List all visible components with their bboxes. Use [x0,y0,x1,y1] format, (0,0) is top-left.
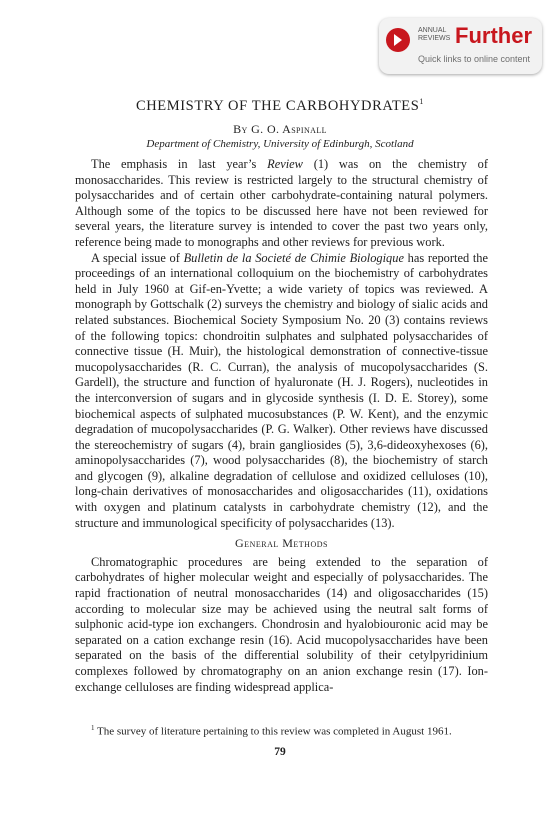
badge-subtitle: Quick links to online content [418,54,531,64]
footnote-mark: 1 [91,724,95,732]
title-footnote-mark: 1 [419,97,425,106]
paragraph-1-text-a: The emphasis in last year’s [91,157,268,171]
article-body [75,157,488,695]
arrow-icon [386,28,410,52]
article-title [0,93,560,115]
paragraph-3: Chromatographic procedures are being extended to the separation of carbohydrates of higher molecular weight and especially of polysaccharides. The rapid fractionation of neutral monosaccharides (14) and oligosaccharides (15) according to molecular size may be achieved using the neutral salt forms of sulphonic acid-type ion exchangers. Chondrosin and hyalobiouronic acid may be separated on a cation exchange resin (16). Acid mucopolysaccharides have been separated on the basis of the differential solubility of their cetylpyridinium complexes followed by chromatography on an anion exchange resin (17). Ion-exchange celluloses are finding widespread applica- [75,554,488,694]
footnote-text: The survey of literature pertaining to this review was completed in August 1961. [94,725,452,738]
paragraph-1-italic: Review [267,157,303,171]
badge-brand-small [418,27,458,43]
badge-annual-text: ANNUAL [418,27,447,34]
badge-further-text: Further [455,23,532,48]
paragraph-1-text-b: (1) was on the chemistry of monosaccharides. This review is restricted largely to the structural chemistry of polysaccharides and of certain other carbohydrate-containing natural polymers. Although some of the topics to be discussed here have not been reviewed for several years, the literature survey is intended to cover the past two years only, reference being made to monographs and other reviews for previous work. [75,157,488,249]
section-heading: General Methods [235,536,328,551]
badge-reviews-text: REVIEWS [418,35,451,42]
author-line: By G. O. Aspinall [233,122,327,136]
paragraph-2-italic: Bulletin de la Societé de Chimie Biologique [183,250,404,265]
further-links-badge[interactable] [379,18,542,74]
affiliation-line: Department of Chemistry, University of Edinburgh, Scotland [146,138,414,150]
paragraph-1 [75,157,488,251]
paragraph-2 [75,251,488,532]
footnote [75,721,488,739]
page-number: 79 [274,746,286,758]
article-title-text: CHEMISTRY OF THE CARBOHYDRATES [135,97,420,114]
paragraph-2-text-a: A special issue of [91,250,184,265]
paragraph-2-text-b: has reported the proceedings of an international colloquium on the biochemistry of carbohydrates held in July 1960 at Gif-en-Yvette; a wide variety of topics was reviewed. A monograph by Gottschalk (2) surveys the chemistry and biology of sialic acids and related substances. Biochemical Society Symposium No. 20 (3) contains reviews of the following topics: chondroitin sulphates and sulphated polysaccharides of connective tissue (H. Muir), the histological demonstration of connective-tissue mucopolysaccharides (R. C. Curran), the analysis of mucopolysaccharides (S. Gardell), the structure and function of hyaluronate (H. J. Rogers), nucleotides in the interconversion of sugars and in glycoside synthesis (I. D. E. Storey), some biochemical aspects of sulphated mucosubstances (P. W. Kent), and the enzymic degradation of mucopolysaccharides (P. G. Walker). Other reviews have discussed the stereochemistry of sugars (4), brain gangliosides (5), 3,6-dideoxyhexoses (6), aminopolysaccharides (7), wood polysaccharides (8), the biochemistry of starch and glycogen (9), alkaline degradation of cellulose and oxidized celluloses (10), long-chain derivatives of monosaccharides and oligosaccharides (11), oxidations with oxygen and platinum catalysts in carbohydrate chemistry (12), and the structure and immunological specificity of polysaccharides (13). [75,250,488,530]
